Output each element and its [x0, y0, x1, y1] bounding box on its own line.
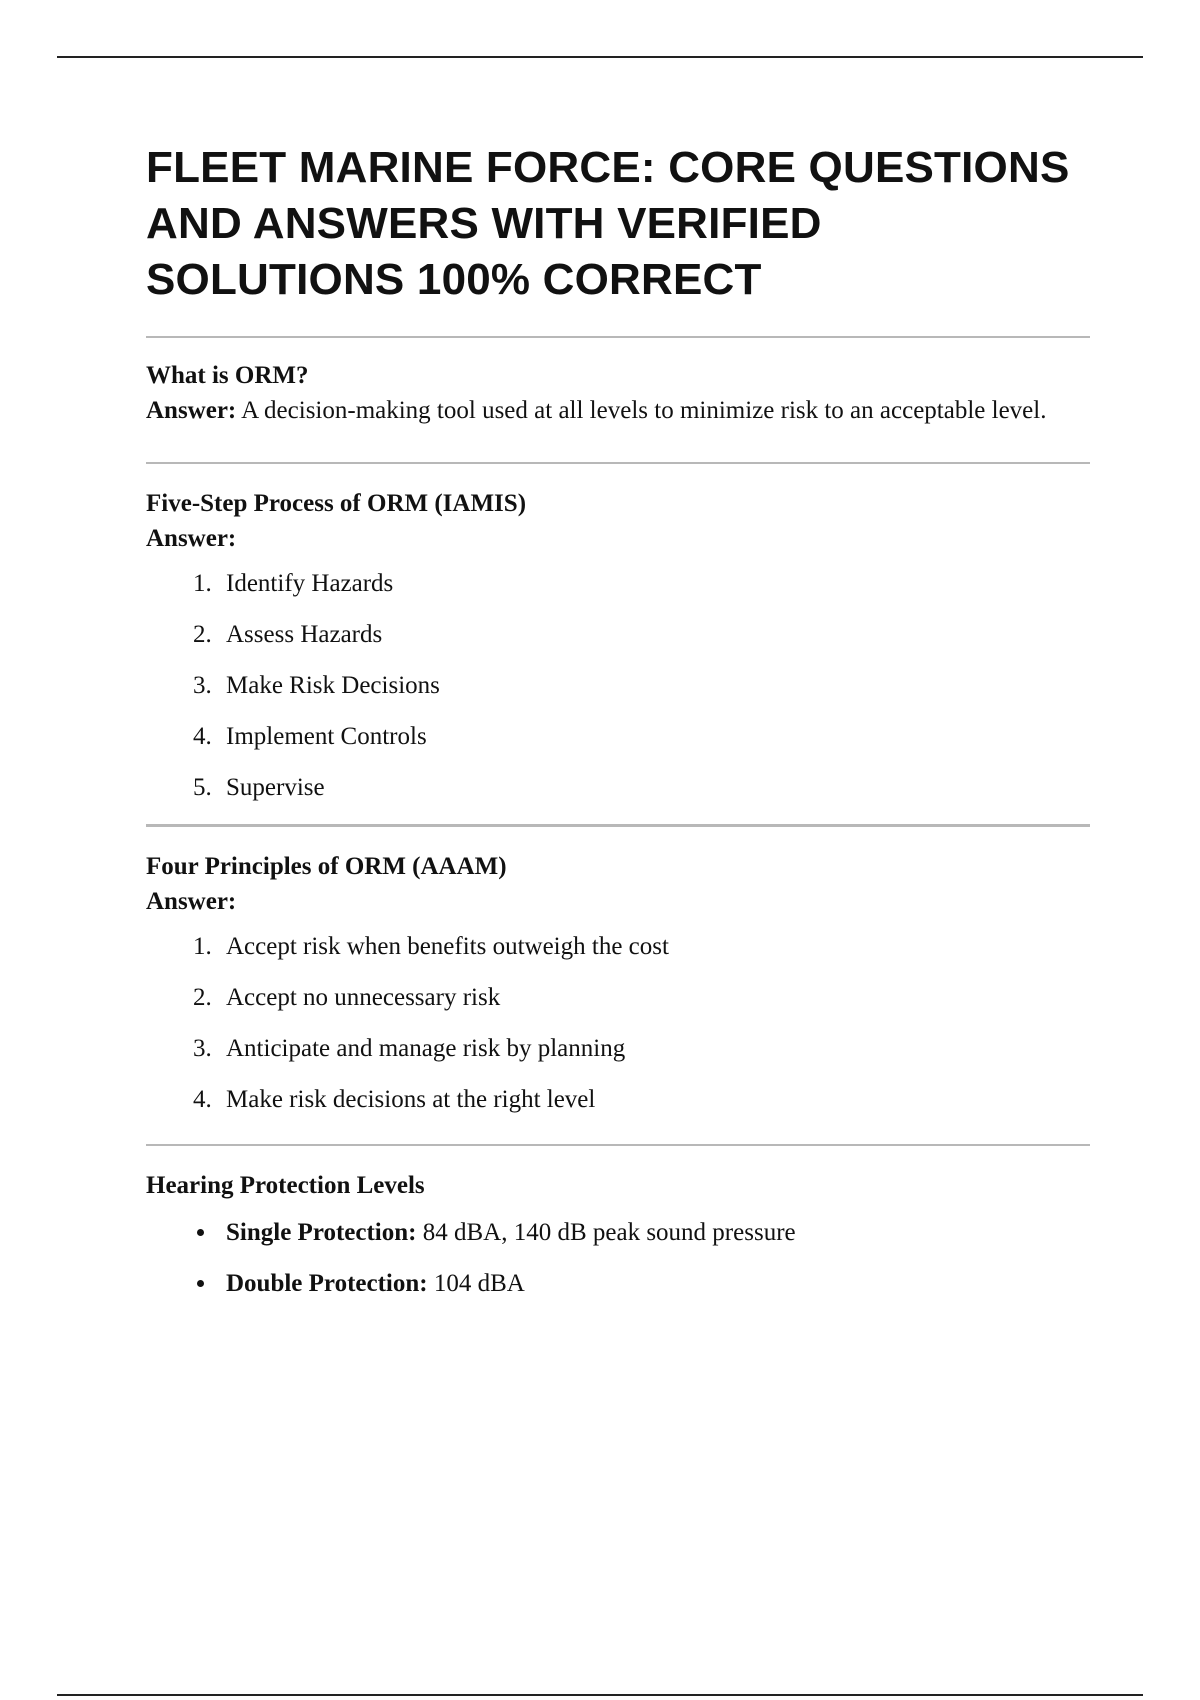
question-heading: Hearing Protection Levels [146, 1172, 425, 1199]
item-label: Single Protection: [226, 1219, 417, 1246]
list-item [218, 1266, 1090, 1317]
section-divider [146, 824, 1090, 827]
section-divider [146, 462, 1090, 464]
list-item: 3. Anticipate and manage risk by planning [218, 1031, 1090, 1082]
list-item: 4. Make risk decisions at the right level [218, 1082, 1090, 1133]
question-heading: What is ORM? [146, 362, 309, 389]
question-heading: Four Principles of ORM (AAAM) [146, 853, 507, 880]
list-item: 4. Implement Controls [218, 719, 1090, 770]
four-principles-list [146, 929, 1090, 1133]
list-item: 2. Accept no unnecessary risk [218, 980, 1090, 1031]
answer-label: Answer: [146, 397, 237, 424]
item-label: Double Protection: [226, 1270, 428, 1297]
item-value: 84 dBA, 140 dB peak sound pressure [416, 1219, 796, 1246]
answer-text: A decision-making tool used at all levels to minimize risk to an acceptable level. [236, 397, 1047, 424]
section-divider [146, 336, 1090, 338]
section-divider [146, 1144, 1090, 1146]
answer-label: Answer: [146, 888, 237, 915]
question-heading: Five-Step Process of ORM (IAMIS) [146, 490, 527, 517]
list-item: 3. Make Risk Decisions [218, 668, 1090, 719]
list-item: 5. Supervise [218, 770, 1090, 821]
answer-label: Answer: [146, 525, 237, 552]
document-body [146, 140, 1090, 1317]
section-four-principles [146, 849, 1090, 1133]
page-top-rule [57, 56, 1143, 58]
answer-paragraph [146, 393, 1090, 428]
hearing-protection-list [146, 1215, 1090, 1317]
page-title: FLEET MARINE FORCE: CORE QUESTIONS AND ANSWERS WITH VERIFIED SOLUTIONS 100% CORRECT [146, 143, 1070, 304]
item-value: 104 dBA [427, 1270, 525, 1297]
section-hearing-protection [146, 1168, 1090, 1317]
page-bottom-rule [57, 1694, 1143, 1696]
list-item: 1. Identify Hazards [218, 566, 1090, 617]
section-five-step-process [146, 486, 1090, 821]
list-item [218, 1215, 1090, 1266]
section-what-is-orm [146, 358, 1090, 428]
list-item: 2. Assess Hazards [218, 617, 1090, 668]
list-item: 1. Accept risk when benefits outweigh the cost [218, 929, 1090, 980]
five-step-list [146, 566, 1090, 821]
